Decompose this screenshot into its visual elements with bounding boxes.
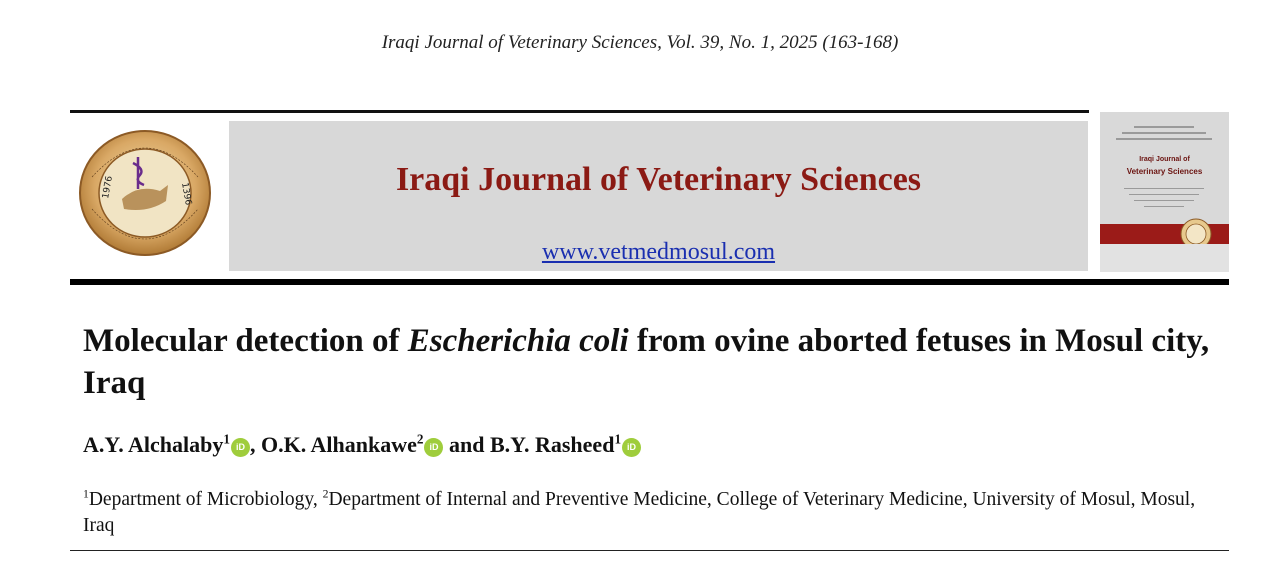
affiliation-dept1: Department of Microbiology,	[88, 489, 323, 510]
journal-banner	[229, 121, 1088, 271]
cover-title-line1: Iraqi Journal of	[1139, 156, 1190, 163]
affiliations	[83, 487, 1223, 539]
author-separator: and	[443, 432, 490, 457]
paper-title-species: Escherichia coli	[407, 323, 629, 359]
orcid-icon[interactable]: iD	[231, 438, 250, 457]
journal-url-link[interactable]: www.vetmedmosul.com	[541, 239, 776, 265]
svg-text:1396: 1396	[179, 181, 193, 207]
paper-title-part1: Molecular detection of	[83, 323, 408, 359]
author-affiliation-mark: 2	[416, 431, 424, 447]
author-affiliation-mark: 1	[614, 431, 622, 447]
orcid-icon[interactable]: iD	[424, 438, 443, 457]
affiliation-dept2: Department of Internal and Preventive Medicine, College of Veterinary Medicine, University of Mosul, Mosul, Iraq	[83, 489, 1196, 536]
affiliation-mark: 1	[83, 487, 89, 501]
svg-text:1976: 1976	[101, 175, 115, 200]
author-list	[83, 432, 1183, 458]
affiliation-mark: 2	[322, 487, 329, 501]
section-rule	[70, 550, 1229, 551]
author-separator: ,	[249, 432, 261, 457]
header-rule	[70, 110, 1089, 113]
running-header: Iraqi Journal of Veterinary Sciences, Vol. 39, No. 1, 2025 (163-168)	[381, 32, 899, 53]
author-affiliation-mark: 1	[223, 431, 230, 447]
journal-title: Iraqi Journal of Veterinary Sciences	[395, 161, 922, 198]
paper-title-part2: from ovine aborted fetuses in Mosul city, Iraq	[83, 323, 1210, 401]
banner-bottom-rule	[70, 279, 1229, 285]
author-name: O.K. Alhankawe	[260, 432, 417, 457]
author-name: A.Y. Alchalaby	[83, 432, 224, 457]
author-name: B.Y. Rasheed	[489, 432, 615, 457]
journal-cover-thumbnail	[1100, 112, 1229, 272]
paper-title	[83, 320, 1233, 404]
college-seal-logo	[78, 129, 212, 257]
orcid-icon[interactable]: iD	[622, 438, 641, 457]
cover-title-line2: Veterinary Sciences	[1126, 167, 1203, 176]
